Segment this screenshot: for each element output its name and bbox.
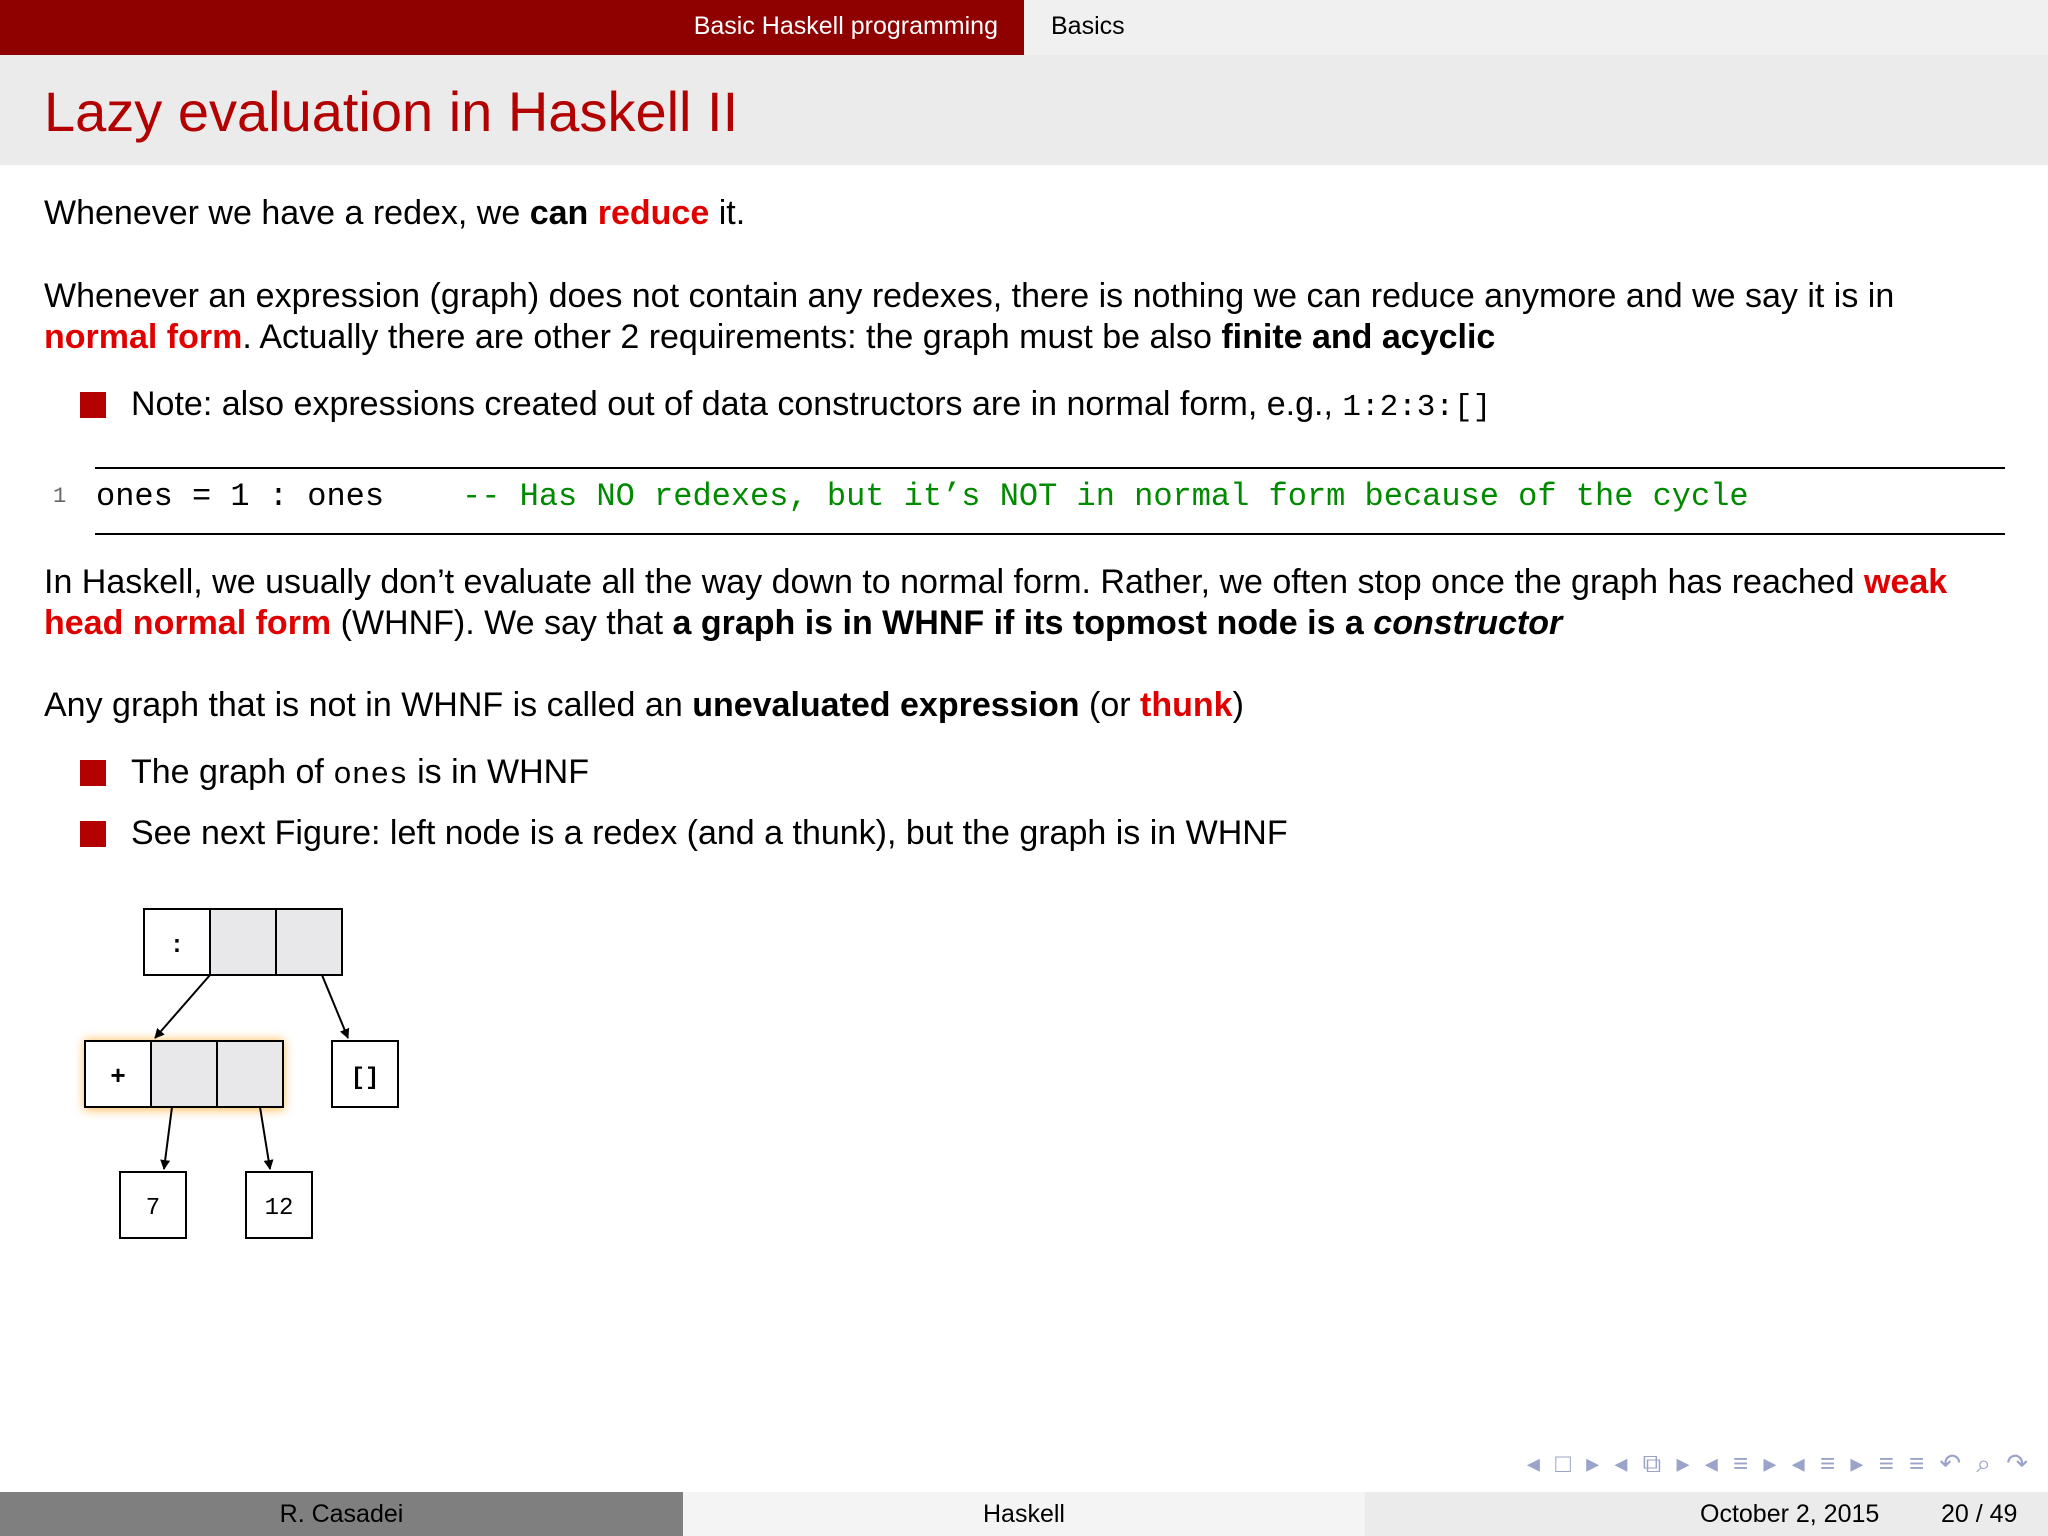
footer-title-text: Haskell bbox=[983, 1500, 1065, 1528]
slide-title: Lazy evaluation in Haskell II bbox=[44, 80, 739, 143]
text: In Haskell, we usually don’t evaluate all the way down to normal form. Rather, we often stop once the graph has reached bbox=[44, 563, 1865, 601]
edge-arrow bbox=[322, 975, 348, 1038]
text: Note: also expressions created out of data constructors are in normal form, e.g., bbox=[131, 385, 1343, 423]
bold-text: unevaluated expression bbox=[692, 686, 1080, 724]
beamer-navigation-icons[interactable]: ◂ □ ▸ ◂ ⧉ ▸ ◂ ≡ ▸ ◂ ≡ ▸ ≡ ≡ ↶ ⌕ ↷ bbox=[1526, 1448, 2032, 1478]
line-number: 1 bbox=[53, 484, 67, 509]
highlight-text: thunk bbox=[1140, 686, 1233, 724]
edge-arrow bbox=[155, 975, 210, 1038]
page-number: 20 / 49 bbox=[1941, 1500, 2018, 1528]
text: Any graph that is not in WHNF is called an bbox=[44, 686, 693, 724]
text: ) bbox=[1232, 686, 1244, 724]
date-text: October 2, 2015 bbox=[1700, 1500, 1880, 1528]
bold-text: a graph is in WHNF if its topmost node is a bbox=[672, 604, 1374, 642]
nil-node-label: [] bbox=[350, 1065, 380, 1092]
root-node-cell bbox=[276, 909, 342, 975]
text: (or bbox=[1079, 686, 1141, 724]
text: (WHNF). We say that bbox=[331, 604, 673, 642]
author-text: R. Casadei bbox=[279, 1500, 404, 1528]
section-label: Basic Haskell programming bbox=[693, 12, 998, 40]
edge-arrow bbox=[260, 1107, 270, 1169]
text: Whenever an expression (graph) does not contain any redexes, there is nothing we can reduce anymore and we say it is in bbox=[44, 277, 1895, 315]
inline-code: ones bbox=[333, 758, 408, 793]
root-node-cell bbox=[210, 909, 276, 975]
footer-date-page bbox=[1365, 1492, 2048, 1536]
bold-text: finite and acyclic bbox=[1221, 318, 1496, 356]
highlight-text: weak head normal form bbox=[44, 563, 1948, 642]
text: . Actually there are other 2 requirements: the graph must be also bbox=[242, 318, 1222, 356]
bullet-figure: See next Figure: left node is a redex (and a thunk), but the graph is in WHNF bbox=[131, 814, 1288, 852]
root-node-label: : bbox=[169, 933, 185, 960]
edge-arrow bbox=[164, 1107, 172, 1169]
text: Whenever we have a redex, we bbox=[44, 194, 530, 232]
bold-italic-text: constructor bbox=[1373, 604, 1563, 642]
leaf-node-label: 7 bbox=[145, 1195, 161, 1222]
highlight-text: normal form bbox=[44, 318, 243, 356]
redex-node-label: + bbox=[110, 1062, 126, 1092]
code-comment: -- Has NO redexes, but it’s NOT in normal form because of the cycle bbox=[462, 478, 1749, 515]
leaf-node-label: 12 bbox=[264, 1195, 294, 1222]
code-text: ones = 1 : ones bbox=[96, 478, 385, 515]
redex-node-cell bbox=[217, 1041, 283, 1107]
footer-author bbox=[0, 1492, 683, 1536]
subsection-tab[interactable]: Basics bbox=[1051, 12, 1125, 40]
highlight-text: reduce bbox=[597, 194, 710, 232]
text: it. bbox=[709, 194, 746, 232]
footer-title bbox=[683, 1492, 1365, 1536]
text: is in WHNF bbox=[407, 753, 589, 791]
text: The graph of bbox=[131, 753, 334, 791]
bold-text: can bbox=[529, 194, 589, 232]
inline-code: 1:2:3:[] bbox=[1342, 390, 1492, 425]
redex-node-cell bbox=[151, 1041, 217, 1107]
